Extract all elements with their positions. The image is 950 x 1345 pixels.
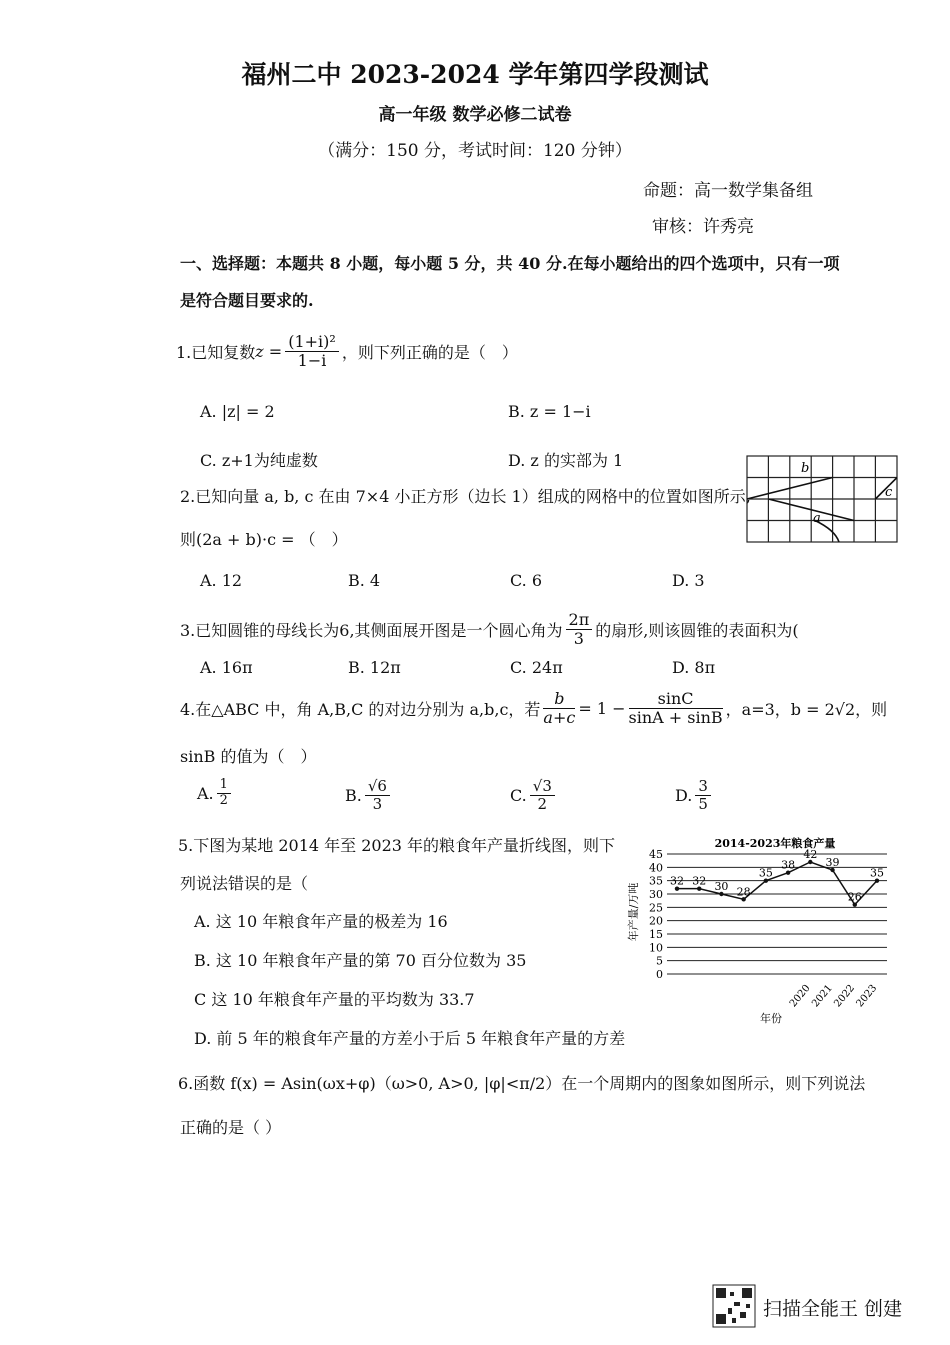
- y-tick-label: 35: [649, 874, 663, 888]
- q3-den: 3: [573, 629, 584, 649]
- q6-line2: 正确的是（ ）: [180, 1118, 282, 1137]
- q4-d-den: 5: [698, 795, 708, 814]
- q1-den: 1−i: [297, 351, 327, 371]
- data-label: 28: [736, 885, 751, 899]
- q4-prefix: 4.在△ABC 中，角 A,B,C 的对边分别为 a,b,c，若: [180, 700, 541, 720]
- q3-option-a: A. 16π: [200, 658, 253, 677]
- q4-d-num: 3: [695, 778, 711, 796]
- q1-lhs: z =: [255, 342, 283, 362]
- y-tick-label: 30: [649, 888, 663, 901]
- y-tick-label: 0: [656, 968, 663, 981]
- q4-a-num: 1: [217, 778, 231, 794]
- q4-fraction-2: [629, 690, 723, 728]
- y-tick-label: 25: [649, 901, 663, 915]
- q4-line2: sinB 的值为（ ）: [180, 747, 317, 766]
- q4-b-frac: [365, 778, 390, 814]
- y-tick-label: 10: [649, 941, 663, 955]
- label-a: a: [813, 511, 821, 526]
- q3-suffix: 的扇形,则该圆锥的表面积为(: [595, 621, 799, 641]
- q4-mid: = 1 −: [578, 699, 626, 719]
- data-label: 32: [670, 874, 684, 888]
- chart-ylabel: 年产量/万吨: [627, 882, 640, 942]
- q1-option-a: A. |z| = 2: [200, 402, 275, 421]
- section-instructions-line1: 一、选择题：本题共 8 小题，每小题 5 分，共 40 分.在每小题给出的四个选项中，只有一项: [180, 254, 840, 273]
- q2-option-a: A. 12: [200, 571, 243, 590]
- y-tick-label: 20: [649, 914, 663, 928]
- data-label: 32: [692, 874, 707, 888]
- q4-b-label: B.: [345, 786, 362, 806]
- q4-b-num: √6: [365, 778, 390, 796]
- vector-grid-figure: [735, 452, 900, 546]
- x-tick-label: 2022: [832, 982, 858, 1010]
- q4-d-label: D.: [675, 786, 693, 806]
- q1-fraction: [285, 333, 339, 371]
- q5-option-c: C 这 10 年粮食年产量的平均数为 33.7: [194, 990, 475, 1009]
- q5-line1: 5.下图为某地 2014 年至 2023 年的粮食年产量折线图，则下: [178, 836, 616, 855]
- data-label: 35: [870, 866, 884, 880]
- y-tick-label: 15: [649, 928, 663, 941]
- q4-f2-num: sinC: [629, 690, 723, 709]
- chart-title: 2014-2023年粮食产量: [714, 837, 836, 850]
- data-label: 38: [781, 858, 796, 872]
- q1-option-d: D. z 的实部为 1: [508, 451, 624, 470]
- y-tick-label: 40: [649, 861, 663, 875]
- q4-a-frac: [217, 778, 231, 809]
- q5-option-a: A. 这 10 年粮食年产量的极差为 16: [194, 912, 448, 931]
- q4-c-num: √3: [530, 778, 555, 796]
- exam-title: 福州二中 2023-2024 学年第四学段测试: [241, 60, 709, 89]
- q5-line2: 列说法错误的是（: [180, 874, 309, 893]
- q4-d-frac: [695, 778, 711, 814]
- exam-note: （满分：150 分，考试时间：120 分钟）: [318, 141, 632, 161]
- x-tick-label: 2021: [810, 982, 835, 1010]
- data-label: 42: [803, 848, 818, 861]
- author-line: 命题：高一数学集备组: [643, 181, 813, 201]
- q4-a-label: A.: [197, 783, 214, 803]
- q6-line1: 6.函数 f(x) = Asin(ωx+φ)（ω>0, A>0, |φ|<π/2）在一个周期内的图象如图所示，则下列说法: [178, 1074, 866, 1093]
- section-instructions-line2: 是符合题目要求的.: [180, 291, 314, 310]
- q2-line2: 则(2a + b)·c = （ ）: [180, 530, 348, 549]
- data-label: 26: [847, 890, 862, 904]
- data-label: 30: [714, 880, 729, 893]
- data-label: 35: [758, 866, 773, 880]
- footer-watermark: 扫描全能王 创建: [763, 1298, 903, 1320]
- y-tick-label: 45: [649, 848, 663, 861]
- q1-option-b: B. z = 1−i: [508, 402, 591, 421]
- q1-prefix: 1.已知复数: [176, 343, 256, 363]
- label-c: c: [885, 485, 893, 500]
- q4-c-label: C.: [510, 786, 527, 806]
- data-label: 39: [825, 856, 840, 869]
- q1-option-c: C. z+1为纯虚数: [200, 451, 318, 470]
- q4-option-b: [345, 778, 393, 814]
- q4-c-den: 2: [537, 795, 548, 814]
- question-4: [180, 690, 887, 728]
- question-1: [176, 333, 518, 371]
- reviewer-line: 审核：许秀亮: [652, 217, 754, 237]
- q3-option-b: B. 12π: [348, 658, 401, 677]
- q2-option-c: C. 6: [510, 571, 543, 590]
- q4-b-den: 3: [372, 795, 383, 814]
- q2-option-d: D. 3: [672, 571, 705, 590]
- exam-subtitle: 高一年级 数学必修二试卷: [378, 105, 572, 125]
- q4-option-d: [675, 778, 714, 814]
- y-tick-label: 5: [656, 954, 663, 968]
- q2-line1: 2.已知向量 a, b, c 在由 7×4 小正方形（边长 1）组成的网格中的位置如图所示,: [180, 487, 751, 506]
- q3-prefix: 3.已知圆锥的母线长为6,其侧面展开图是一个圆心角为: [180, 621, 563, 641]
- q3-option-d: D. 8π: [672, 658, 716, 677]
- q4-option-c: [510, 778, 558, 814]
- question-3: [180, 611, 799, 649]
- q3-option-c: C. 24π: [510, 658, 563, 677]
- q4-suffix: ，a=3，b = 2√2，则: [725, 700, 888, 720]
- q3-num: 2π: [566, 611, 593, 630]
- q4-f1-num: b: [543, 690, 575, 709]
- x-tick-label: 2020: [787, 982, 813, 1010]
- q3-fraction: [566, 611, 593, 649]
- chart-xlabel: 年份: [760, 1012, 782, 1025]
- grain-production-chart: [625, 832, 897, 1027]
- q5-option-d: D. 前 5 年的粮食年产量的方差小于后 5 年粮食年产量的方差: [194, 1029, 626, 1048]
- q4-a-den: 2: [219, 792, 228, 808]
- q4-c-frac: [530, 778, 555, 814]
- qr-code-icon: [712, 1284, 756, 1328]
- q4-f1-den: a+c: [543, 708, 576, 728]
- label-b: b: [801, 461, 810, 476]
- q4-option-a: [197, 778, 234, 809]
- q5-option-b: B. 这 10 年粮食年产量的第 70 百分位数为 35: [194, 951, 527, 970]
- q4-fraction-1: [543, 690, 575, 728]
- q1-num: (1+i)²: [285, 333, 339, 352]
- q4-f2-den: sinA + sinB: [628, 708, 723, 728]
- x-tick-label: 2023: [854, 982, 880, 1010]
- q2-option-b: B. 4: [348, 571, 381, 590]
- q1-suffix: ，则下列正确的是（ ）: [341, 343, 518, 363]
